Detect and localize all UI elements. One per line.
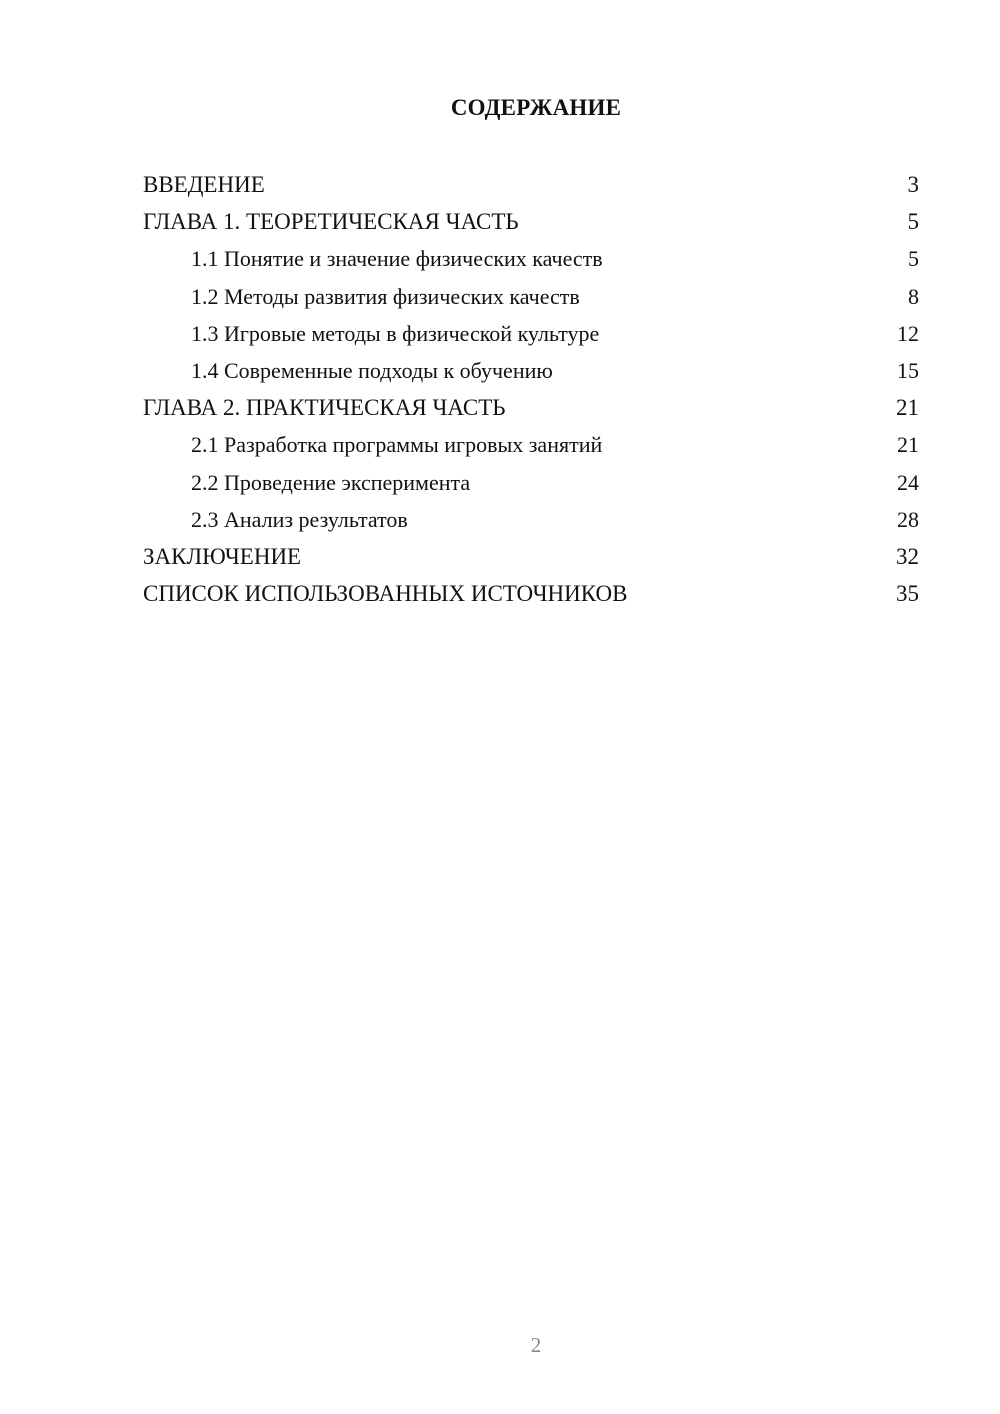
- toc-entry-label: ГЛАВА 2. ПРАКТИЧЕСКАЯ ЧАСТЬ: [143, 395, 506, 421]
- toc-entry-page: 8: [908, 283, 919, 309]
- toc-entry-label: 1.4 Современные подходы к обучению: [191, 357, 553, 383]
- toc-entry-page: 32: [896, 543, 919, 569]
- toc-entry-page: 21: [897, 432, 919, 458]
- toc-entry-section-2-1[interactable]: [143, 426, 919, 463]
- toc-entry-section-1-3[interactable]: [143, 315, 919, 352]
- toc-entry-section-1-4[interactable]: [143, 352, 919, 389]
- toc-entry-page: 21: [896, 395, 919, 421]
- toc-entry-label: ЗАКЛЮЧЕНИЕ: [143, 543, 302, 569]
- toc-entry-page: 3: [907, 172, 919, 197]
- toc-entry-label: 1.1 Понятие и значение физических качеств: [191, 246, 603, 272]
- toc-entry-label: 2.1 Разработка программы игровых занятий: [191, 432, 603, 458]
- toc-entry-label: ГЛАВА 1. ТЕОРЕТИЧЕСКАЯ ЧАСТЬ: [143, 209, 519, 235]
- toc-entry-conclusion[interactable]: [143, 538, 919, 575]
- toc-entry-label: 2.3 Анализ результатов: [191, 506, 408, 532]
- toc-entry-page: 5: [907, 209, 919, 235]
- toc-entry-page: 24: [897, 469, 919, 495]
- toc-entry-section-1-2[interactable]: [143, 278, 919, 315]
- toc-entry-page: 15: [897, 357, 919, 383]
- toc-title: СОДЕРЖАНИЕ: [450, 95, 622, 120]
- toc-entry-section-1-1[interactable]: [143, 240, 919, 277]
- toc-entry-chapter-2[interactable]: [143, 389, 919, 426]
- toc-entry-section-2-2[interactable]: [143, 464, 919, 501]
- toc-entry-page: 5: [908, 246, 919, 272]
- table-of-contents: [143, 166, 919, 612]
- toc-entry-page: 35: [896, 581, 919, 607]
- toc-entry-chapter-1[interactable]: [143, 203, 919, 240]
- toc-entry-references[interactable]: [143, 575, 919, 612]
- toc-entry-label: 1.2 Методы развития физических качеств: [191, 283, 580, 309]
- page-number: 2: [530, 1333, 542, 1357]
- toc-entry-page: 28: [897, 506, 919, 532]
- toc-entry-label: 2.2 Проведение эксперимента: [191, 469, 471, 495]
- toc-entry-label: 1.3 Игровые методы в физической культуре: [191, 320, 600, 346]
- toc-entry-section-2-3[interactable]: [143, 501, 919, 538]
- toc-entry-page: 12: [897, 320, 919, 346]
- toc-entry-introduction[interactable]: [143, 166, 919, 203]
- toc-entry-label: СПИСОК ИСПОЛЬЗОВАННЫХ ИСТОЧНИКОВ: [143, 581, 628, 607]
- toc-entry-label: ВВЕДЕНИЕ: [143, 172, 265, 197]
